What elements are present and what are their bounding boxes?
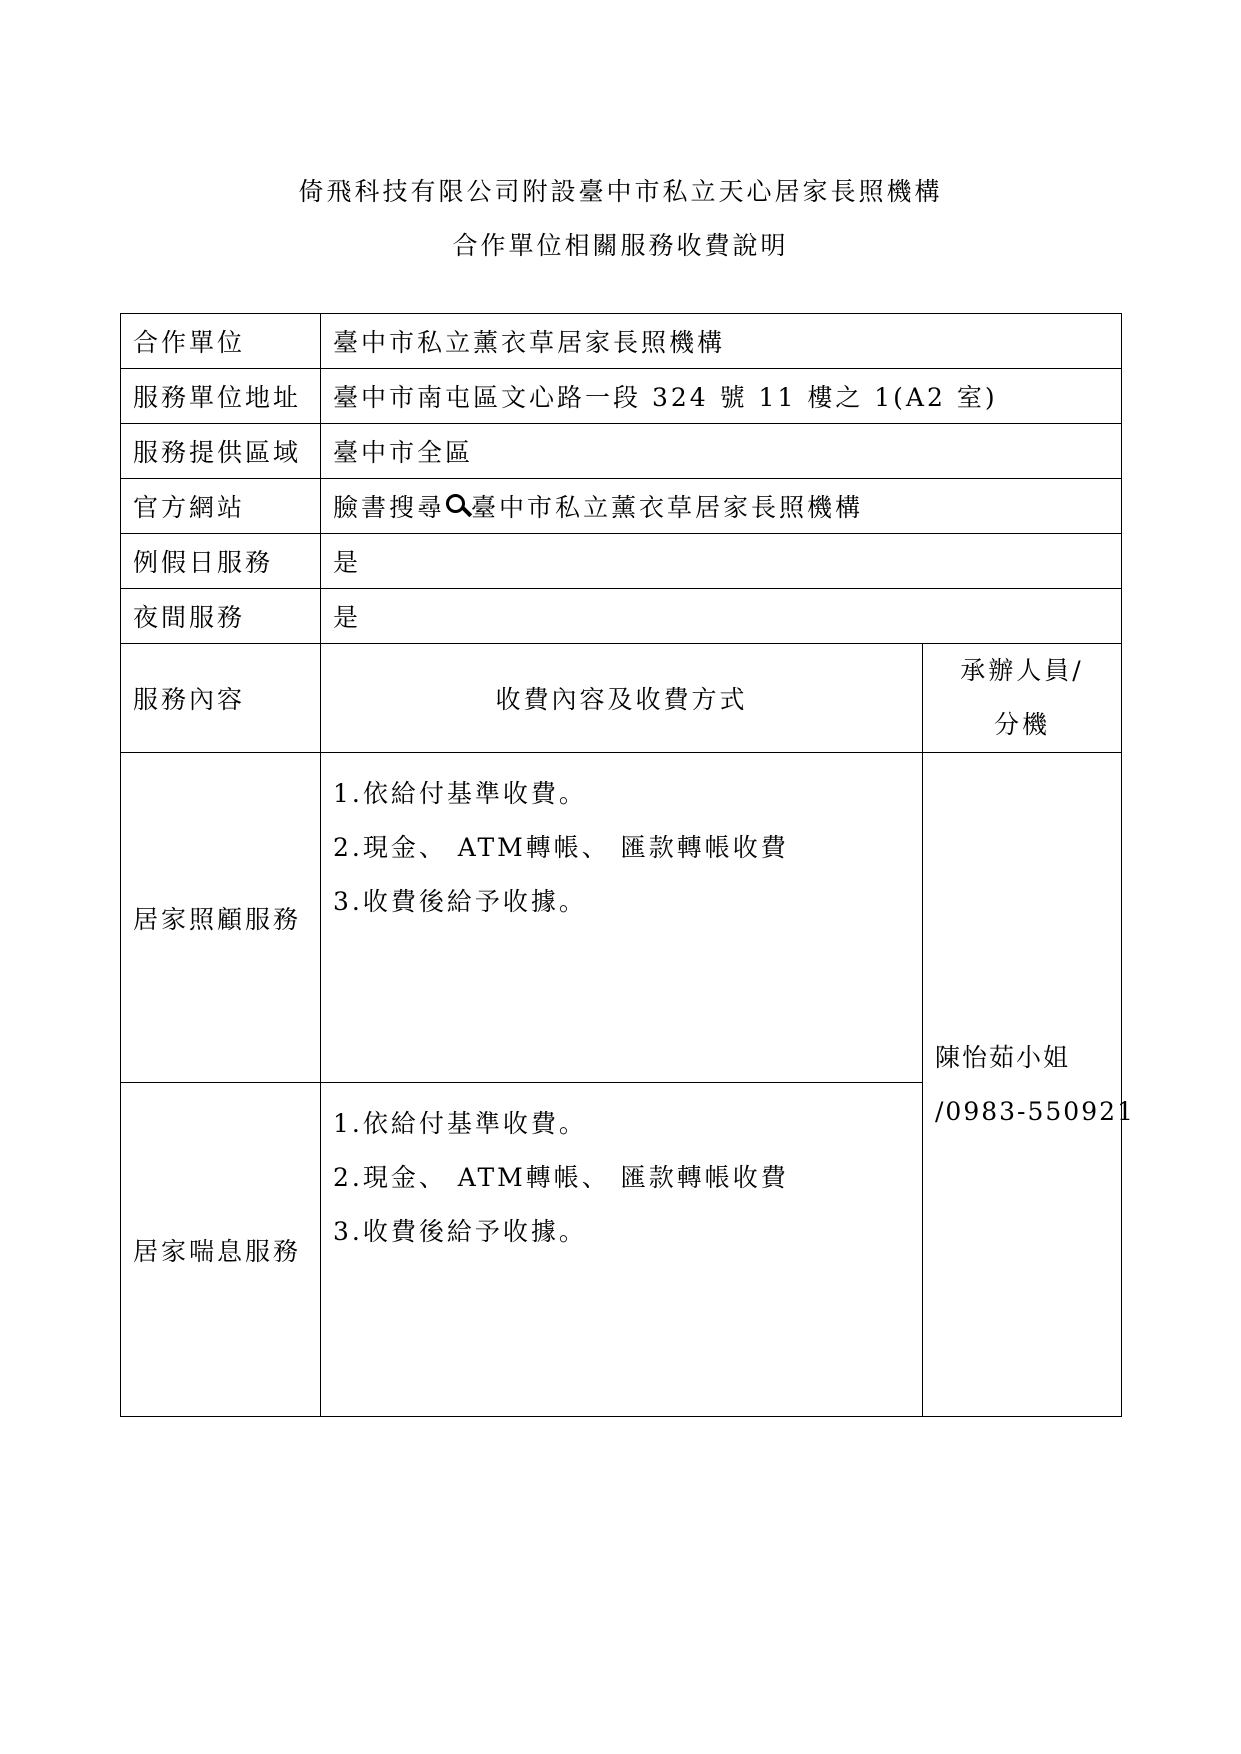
partner-unit-label: 合作單位 [121,314,321,369]
row-table-header [121,644,1122,753]
row-official-website [121,479,1122,534]
row-service-home-care [121,753,1122,1083]
fee-line: 2.現金、 ATM轉帳、 匯款轉帳收費 [333,1163,789,1192]
fee-line: 1.依給付基準收費。 [333,779,587,808]
fee-description [321,1083,923,1417]
document-title: 倚飛科技有限公司附設臺中市私立天心居家長照機構 [298,177,943,206]
website-name: 臺中市私立薰衣草居家長照機構 [471,493,864,522]
service-address-value: 臺中市南屯區文心路一段 324 號 11 樓之 1(A2 室) [321,369,1122,424]
header-service-content: 服務內容 [121,644,321,753]
search-icon [445,493,471,519]
fee-description [321,753,923,1083]
service-fee-table [120,313,1135,1417]
website-prefix: 臉書搜尋 [333,493,446,522]
row-night-service [121,589,1122,644]
document-subtitle: 合作單位相關服務收費說明 [452,231,789,260]
fee-line: 1.依給付基準收費。 [333,1109,587,1138]
header-contact-line1: 承辦人員/ [960,656,1084,685]
service-name: 居家照顧服務 [121,753,321,1083]
night-service-label: 夜間服務 [121,589,321,644]
fee-line: 3.收費後給予收據。 [333,887,587,916]
night-service-value: 是 [321,589,1122,644]
service-area-value: 臺中市全區 [321,424,1122,479]
partner-unit-value: 臺中市私立薰衣草居家長照機構 [321,314,1122,369]
contact-name: 陳怡茹小姐 [935,1042,1071,1072]
service-address-label: 服務單位地址 [121,369,321,424]
holiday-service-value: 是 [321,534,1122,589]
holiday-service-label: 例假日服務 [121,534,321,589]
official-website-value [321,479,1122,534]
service-name: 居家喘息服務 [121,1083,321,1417]
contact-phone: /0983-550921 [935,1096,1135,1126]
row-holiday-service [121,534,1122,589]
header-contact [923,644,1122,753]
contact-person-cell [923,753,1135,1417]
service-area-label: 服務提供區域 [121,424,321,479]
header-contact-line2: 分機 [994,710,1051,739]
official-website-label: 官方網站 [121,479,321,534]
row-partner-unit [121,314,1122,369]
row-service-address [121,369,1122,424]
fee-line: 3.收費後給予收據。 [333,1217,587,1246]
row-service-area [121,424,1122,479]
header-fee-method: 收費內容及收費方式 [321,644,923,753]
fee-line: 2.現金、 ATM轉帳、 匯款轉帳收費 [333,833,789,862]
